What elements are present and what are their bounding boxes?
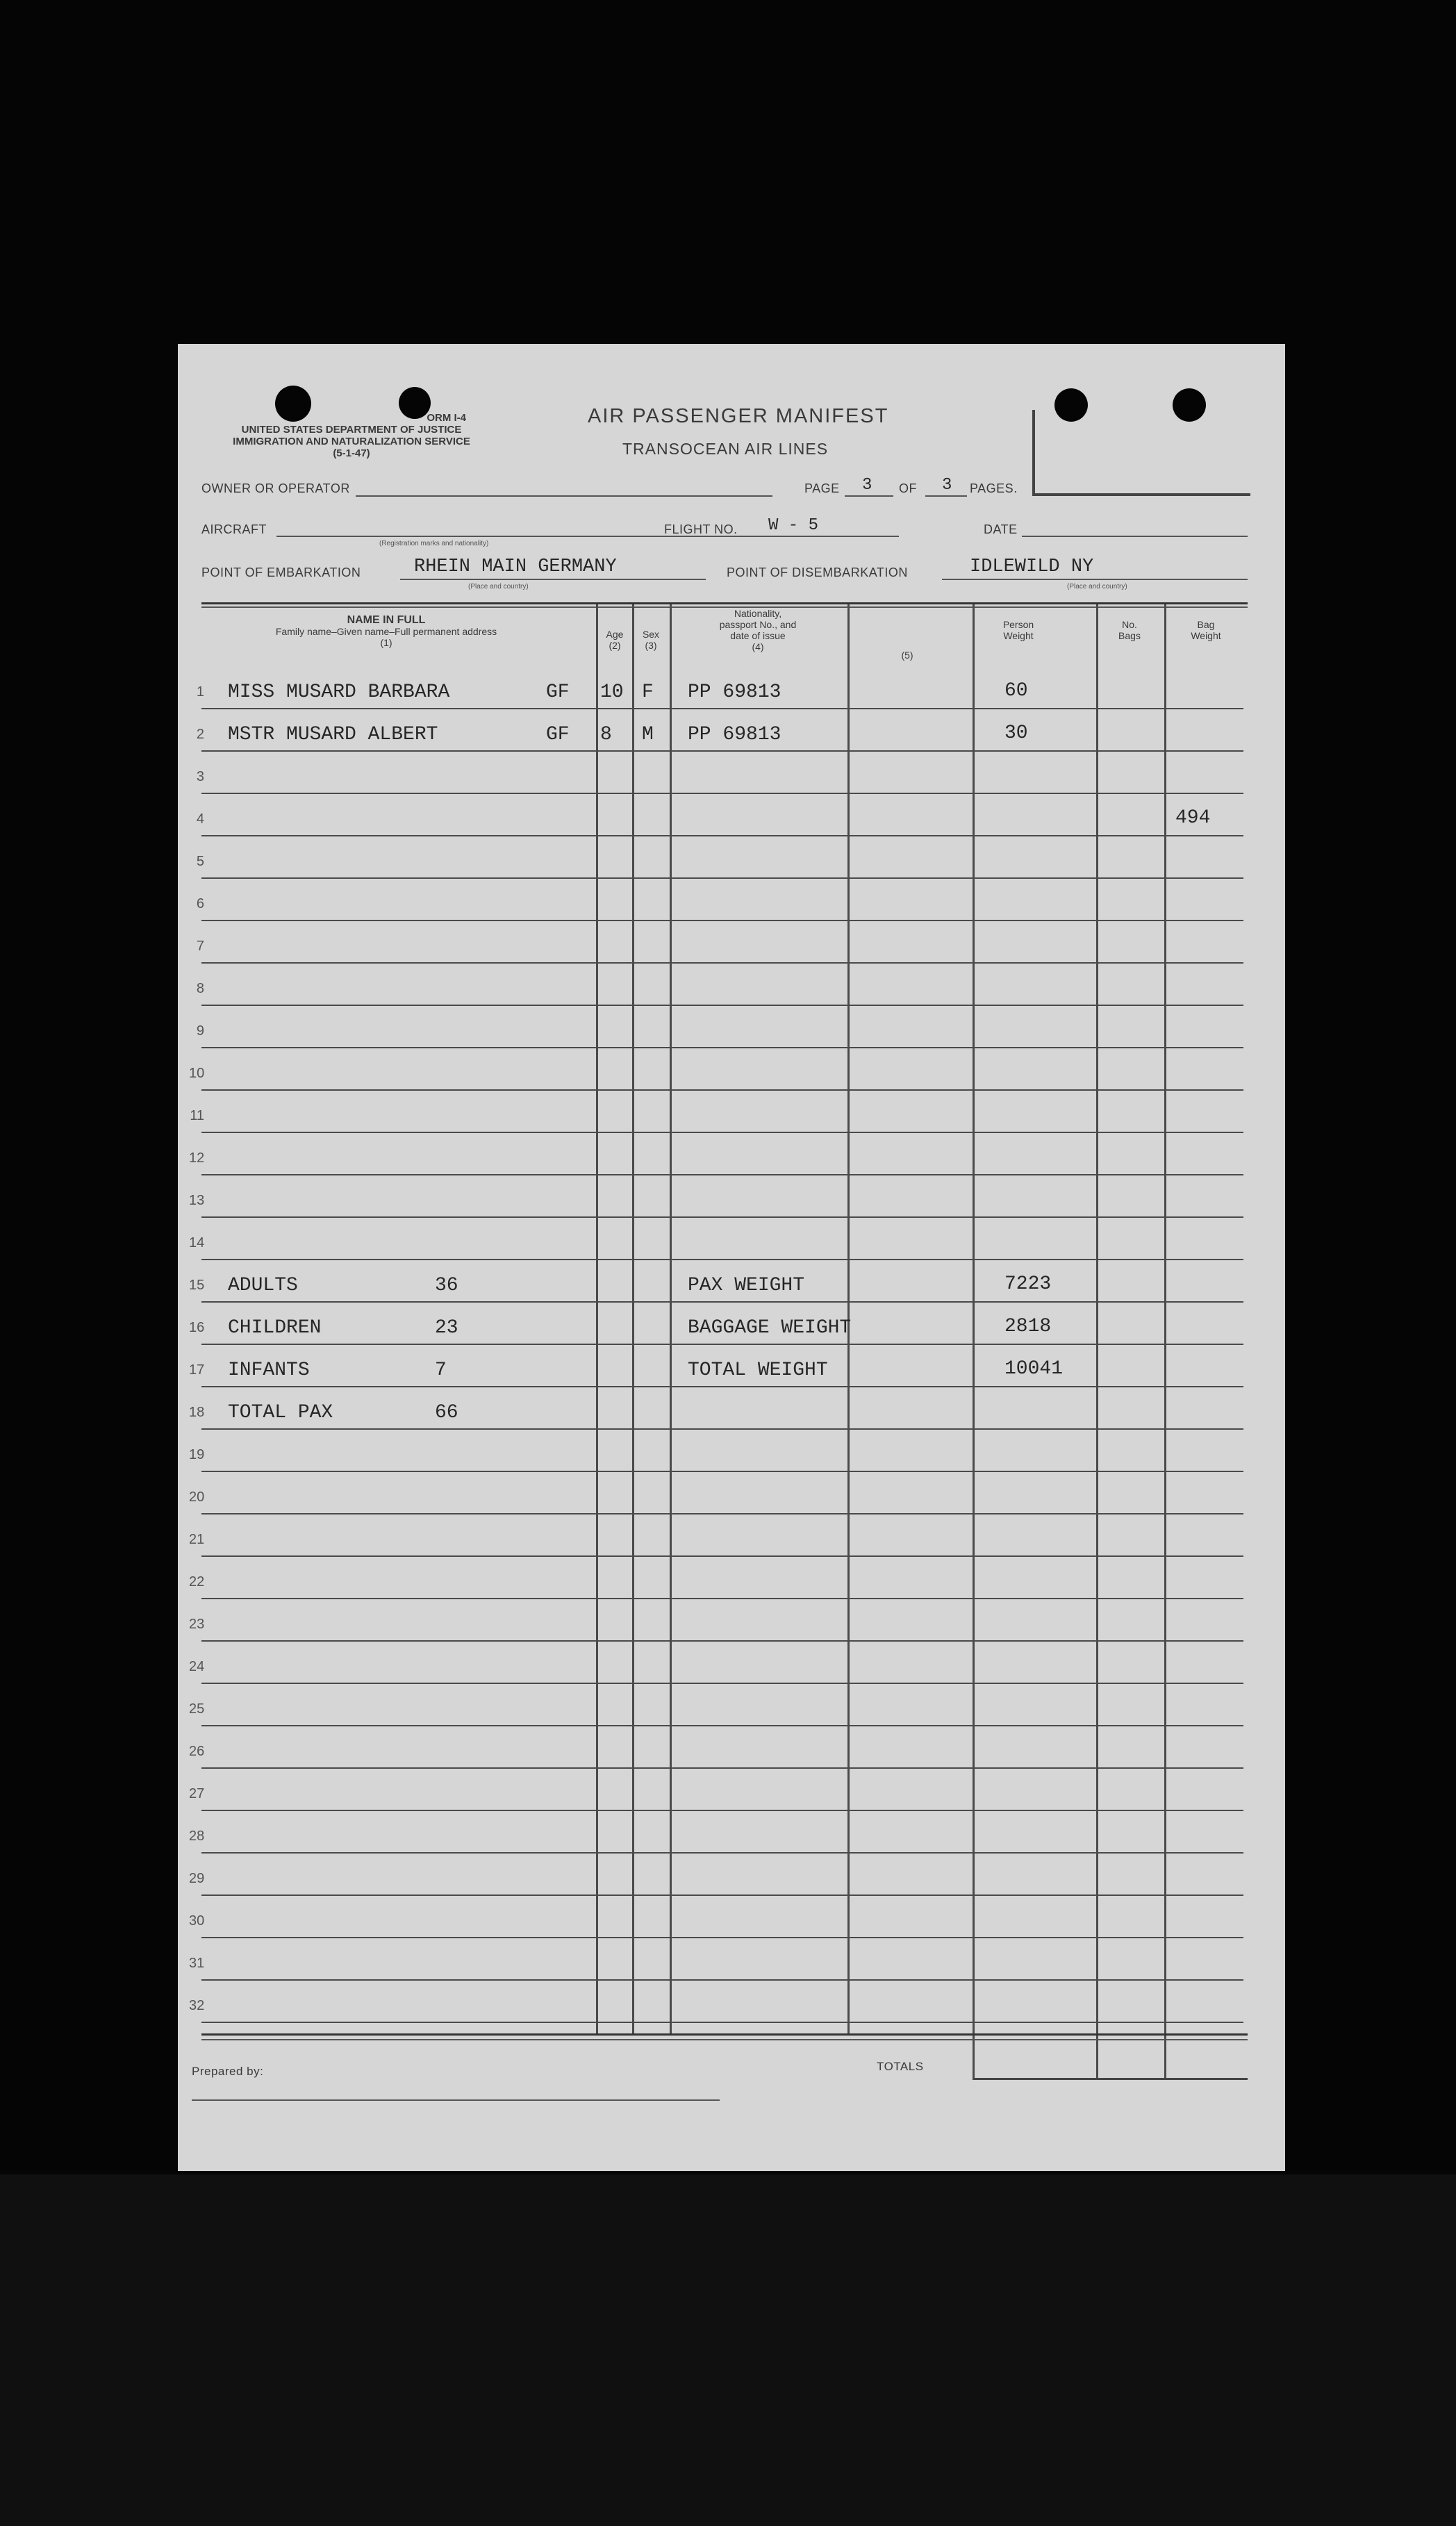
flight-line — [739, 536, 899, 537]
page-current: 3 — [862, 476, 872, 495]
passenger-nationality: TOTAL WEIGHT — [688, 1360, 828, 1381]
name-col-num: (1) — [380, 637, 392, 648]
passenger-sex: F — [642, 682, 654, 703]
person-weight: 2818 — [1004, 1316, 1052, 1337]
column-divider — [670, 604, 672, 2034]
row-number: 26 — [189, 1744, 205, 1759]
name-column-header — [220, 615, 553, 648]
disembark-label: POINT OF DISEMBARKATION — [727, 566, 908, 579]
row-number: 7 — [196, 939, 204, 954]
row-rule — [201, 1089, 1243, 1091]
page-current-line — [845, 495, 893, 497]
embark-value: RHEIN MAIN GERMANY — [414, 556, 617, 577]
row-number: 9 — [196, 1023, 204, 1039]
row-number: 3 — [196, 769, 204, 784]
page-of-label: OF — [899, 481, 917, 495]
row-rule — [201, 1725, 1243, 1726]
owner-line — [356, 495, 772, 497]
bag-weight-header — [1171, 619, 1241, 641]
row-rule — [201, 793, 1243, 794]
passenger-nationality: PAX WEIGHT — [688, 1275, 805, 1296]
row-number: 31 — [189, 1956, 205, 1971]
passenger-nationality: PP 69813 — [688, 724, 781, 745]
passenger-tag: 36 — [435, 1275, 458, 1296]
embark-label: POINT OF EMBARKATION — [201, 566, 361, 579]
row-rule — [201, 1259, 1243, 1260]
no-bags-line: Bags — [1118, 630, 1141, 641]
date-line — [1022, 536, 1248, 537]
no-bags-line: No. — [1122, 619, 1137, 630]
row-rule — [201, 1174, 1243, 1175]
row-number: 13 — [189, 1193, 205, 1208]
person-weight-line: Weight — [1003, 630, 1034, 641]
aircraft-note: (Registration marks and nationality) — [379, 540, 489, 547]
person-weight-line: Person — [1002, 619, 1034, 630]
passenger-name: TOTAL PAX — [228, 1402, 333, 1423]
row-number: 20 — [189, 1489, 205, 1505]
passenger-name: INFANTS — [228, 1360, 310, 1381]
row-rule — [201, 1937, 1243, 1938]
person-weight: 10041 — [1004, 1358, 1064, 1380]
page-label: PAGE — [804, 481, 840, 495]
embark-note: (Place and country) — [468, 583, 529, 591]
row-rule — [201, 1852, 1243, 1854]
passenger-tag: 66 — [435, 1402, 458, 1423]
name-col-title: NAME IN FULL — [347, 614, 426, 626]
row-rule — [201, 1301, 1243, 1303]
manifest-title: AIR PASSENGER MANIFEST — [588, 405, 889, 427]
row-rule — [201, 877, 1243, 879]
row-number: 5 — [196, 854, 204, 869]
totals-rule — [201, 2039, 1248, 2040]
row-number: 12 — [189, 1150, 205, 1166]
passenger-nationality: BAGGAGE WEIGHT — [688, 1317, 852, 1339]
passenger-sex: M — [642, 724, 654, 745]
nat-col-num: (4) — [752, 641, 764, 652]
age-col-num: (2) — [609, 640, 621, 651]
row-number: 29 — [189, 1871, 205, 1886]
owner-label: OWNER OR OPERATOR — [201, 481, 350, 495]
person-weight: 7223 — [1004, 1273, 1052, 1295]
sex-col-title: Sex — [642, 629, 660, 640]
age-col-title: Age — [606, 629, 624, 640]
row-number: 27 — [189, 1786, 205, 1801]
row-rule — [201, 1132, 1243, 1133]
row-rule — [201, 750, 1243, 752]
row-rule — [201, 1598, 1243, 1599]
scanner-background — [0, 2174, 1456, 2526]
row-rule — [201, 835, 1243, 836]
disembark-value: IDLEWILD NY — [970, 556, 1094, 577]
disembark-note: (Place and country) — [1067, 583, 1127, 591]
page-total-line — [925, 495, 967, 497]
row-rule — [201, 1005, 1243, 1006]
row-number: 8 — [196, 981, 204, 996]
row-rule — [201, 1810, 1243, 1811]
row-rule — [201, 1894, 1243, 1896]
passenger-tag: 23 — [435, 1317, 458, 1339]
embark-line — [400, 579, 706, 580]
form-number: ORM I-4 — [427, 412, 466, 424]
passenger-age: 10 — [600, 682, 624, 703]
passenger-nationality: PP 69813 — [688, 682, 781, 703]
row-rule — [201, 1471, 1243, 1472]
prepared-by-label: Prepared by: — [192, 2065, 264, 2078]
row-rule — [201, 1513, 1243, 1514]
agency-block — [199, 412, 504, 459]
row-number: 24 — [189, 1659, 205, 1674]
pages-label: PAGES. — [970, 481, 1018, 495]
totals-label: TOTALS — [877, 2060, 924, 2073]
prepared-by-line — [192, 2099, 720, 2101]
row-number: 28 — [189, 1829, 205, 1844]
bag-weight-line: Bag — [1197, 619, 1215, 630]
column-divider — [1096, 604, 1098, 2079]
row-number: 30 — [189, 1913, 205, 1929]
column-divider — [973, 604, 975, 2079]
age-column-header — [597, 629, 632, 651]
table-top-rule — [201, 602, 1248, 604]
page-total: 3 — [942, 476, 952, 495]
person-weight: 60 — [1004, 680, 1028, 702]
agency-line: UNITED STATES DEPARTMENT OF JUSTICE — [241, 424, 462, 436]
name-col-sub: Family name–Given name–Full permanent address — [275, 626, 497, 637]
totals-bottom-rule — [973, 2078, 1248, 2080]
row-rule — [201, 1555, 1243, 1557]
row-number: 10 — [189, 1066, 205, 1081]
row-number: 11 — [190, 1108, 204, 1123]
row-number: 18 — [189, 1405, 205, 1420]
row-number: 1 — [196, 684, 204, 700]
nat-col-line: date of issue — [730, 630, 786, 641]
row-number: 17 — [189, 1362, 205, 1378]
column-divider — [1164, 604, 1166, 2079]
passenger-tag: GF — [546, 724, 570, 745]
bag-weight: 494 — [1175, 807, 1211, 829]
nat-col-line: Nationality, — [734, 608, 782, 619]
row-rule — [201, 1979, 1243, 1981]
col5-header: (5) — [901, 650, 913, 661]
no-bags-header — [1102, 619, 1157, 641]
row-rule — [201, 1216, 1243, 1218]
bag-weight-line: Weight — [1191, 630, 1221, 641]
agency-line: (5-1-47) — [333, 447, 370, 459]
passenger-tag: GF — [546, 682, 570, 703]
passenger-age: 8 — [600, 724, 612, 745]
row-number: 2 — [196, 727, 204, 742]
row-rule — [201, 1428, 1243, 1430]
row-number: 32 — [189, 1998, 205, 2013]
row-rule — [201, 1640, 1243, 1642]
row-number: 19 — [189, 1447, 205, 1462]
passenger-name: MSTR MUSARD ALBERT — [228, 724, 438, 745]
disembark-line — [942, 579, 1248, 580]
row-rule — [201, 1386, 1243, 1387]
agency-line: IMMIGRATION AND NATURALIZATION SERVICE — [233, 436, 470, 447]
row-number: 25 — [189, 1701, 205, 1717]
row-rule — [201, 1767, 1243, 1769]
nat-col-line: passport No., and — [719, 619, 797, 630]
row-rule — [201, 708, 1243, 709]
row-number: 15 — [189, 1278, 205, 1293]
flight-value: W - 5 — [768, 516, 819, 535]
row-rule — [201, 1683, 1243, 1684]
date-label: DATE — [984, 522, 1018, 536]
row-number: 4 — [196, 811, 204, 827]
row-rule — [201, 2022, 1243, 2023]
sex-column-header — [634, 629, 668, 651]
row-rule — [201, 962, 1243, 964]
row-rule — [201, 1344, 1243, 1345]
stamp-box — [1032, 410, 1250, 496]
row-number: 14 — [189, 1235, 205, 1250]
person-weight: 30 — [1004, 723, 1028, 744]
passenger-name: CHILDREN — [228, 1317, 322, 1339]
column-divider — [596, 604, 598, 2034]
passenger-name: ADULTS — [228, 1275, 298, 1296]
person-weight-header — [977, 619, 1060, 641]
row-number: 23 — [189, 1617, 205, 1632]
aircraft-label: AIRCRAFT — [201, 522, 267, 536]
row-rule — [201, 920, 1243, 921]
passenger-name: MISS MUSARD BARBARA — [228, 682, 450, 703]
nationality-column-header — [671, 608, 845, 652]
totals-rule — [201, 2033, 1248, 2036]
passenger-tag: 7 — [435, 1360, 447, 1381]
airline-name: TRANSOCEAN AIR LINES — [622, 440, 829, 458]
sex-col-num: (3) — [645, 640, 657, 651]
row-number: 22 — [189, 1574, 205, 1590]
row-number: 6 — [196, 896, 204, 911]
row-rule — [201, 1047, 1243, 1048]
row-number: 16 — [189, 1320, 205, 1335]
row-number: 21 — [189, 1532, 205, 1547]
flight-label: FLIGHT NO. — [664, 522, 738, 536]
manifest-page — [178, 344, 1285, 2171]
column-divider — [632, 604, 634, 2034]
